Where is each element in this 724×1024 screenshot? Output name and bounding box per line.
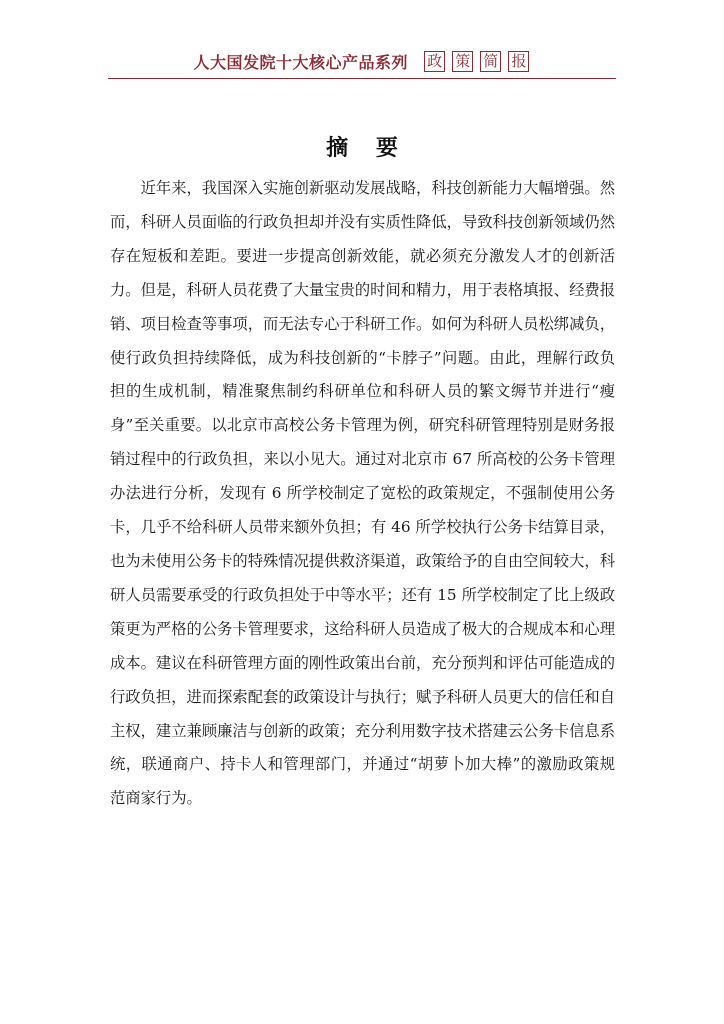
publication-tag-char: 报 [508, 51, 529, 72]
publication-tag-char: 政 [424, 51, 445, 72]
publication-tag-char: 策 [452, 51, 473, 72]
page-title: 摘 要 [326, 135, 408, 161]
abstract-paragraph: 近年来，我国深入实施创新驱动发展战略，科技创新能力大幅增强。然而，科研人员面临的行政负担却并没有实质性降低，导致科技创新领域仍然存在短板和差距。要进一步提高创新效能，就必须充分激发人才的创新活力。但是，科研人员花费了大量宝贵的时间和精力，用于表格填报、经费报销、项目检查等事项，而无法专心于科研工作。如何为科研人员松绑减负，使行政负担持续降低，成为科技创新的“卡脖子”问题。由此，理解行政负担的生成机制，精准聚焦制约科研单位和科研人员的繁文缛节并进行“瘦身”至关重要。以北京市高校公务卡管理为例，研究科研管理特别是财务报销过程中的行政负担，来以小见大。通过对北京市 67 所高校的公务卡管理办法进行分析，发现有 6 所学校制定了宽松的政策规定，不强制使用公务卡，几乎不给科研人员带来额外负担；有 46 所学校执行公务卡结算目录，也为未使用公务卡的特殊情况提供救济渠道，政策给予的自由空间较大，科研人员需要承受的行政负担处于中等水平；还有 15 所学校制定了比上级政策更为严格的公务卡管理要求，这给科研人员造成了极大的合规成本和心理成本。建议在科研管理方面的刚性政策出台前，充分预判和评估可能造成的行政负担，进而探索配套的政策设计与执行；赋予科研人员更大的信任和自主权，建立兼顾廉洁与创新的政策；充分利用数字技术搭建云公务卡信息系统，联通商户、持卡人和管理部门，并通过“胡萝卜加大棒”的激励政策规范商家行为。 [110, 179, 615, 808]
series-title: 人大国发院十大核心产品系列 [193, 53, 409, 72]
running-header [108, 50, 616, 80]
header-divider [108, 78, 616, 79]
publication-tag [423, 51, 530, 72]
publication-tag-char: 简 [480, 51, 501, 72]
